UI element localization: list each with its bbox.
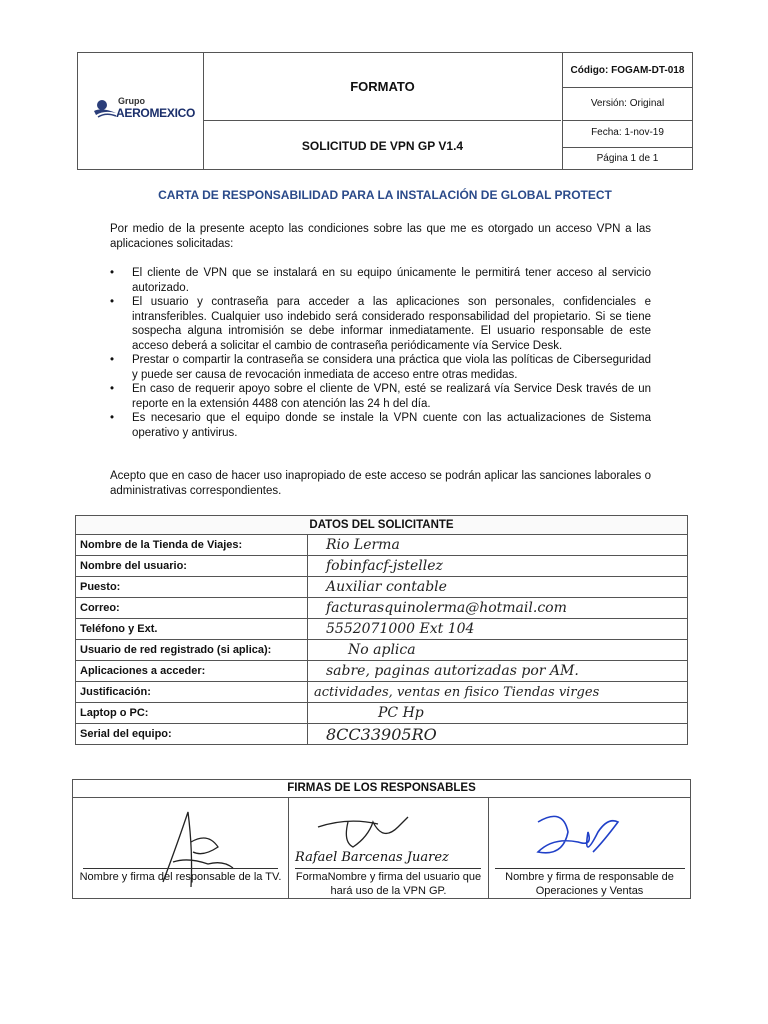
codigo-cell: Código: FOGAM-DT-018 [570,65,685,76]
field-label: Usuario de red registrado (si aplica): [76,640,308,661]
field-value: 5552071000 Ext 104 [308,619,688,640]
form-title: FORMATO [350,79,415,94]
intro-paragraph: Por medio de la presente acepto las condiciones sobre las que me es otorgado un acceso VPN a las aplicaciones solicitadas: [110,223,651,250]
field-value: actividades, ventas en fisico Tiendas virges [308,682,688,703]
list-item: • El usuario y contraseña para acceder a las aplicaciones son personales, confidenciales e intransferibles. Cualquier uso indebido será considerado responsabilidad del propietario. Si se tiene sospecha alguna intromisión se debe informar inmediatamente. El usuario responsable de este acceso deberá a solicitar el cambio de contraseña periódicamente vía Service Desk. [110,295,651,353]
form-subtitle: SOLICITUD DE VPN GP V1.4 [301,139,464,153]
field-label: Justificación: [76,682,308,703]
field-label: Teléfono y Ext. [76,619,308,640]
signature-operaciones [523,802,633,872]
table-row [76,577,688,598]
field-value: fobinfacf-jstellez [308,556,688,577]
field-value: 8CC33905RO [308,724,688,745]
applicant-data-table [75,515,688,745]
list-item: • En caso de requerir apoyo sobre el cliente de VPN, esté se realizará vía Service Desk través de un reporte en la extensión 4488 con atención las 24 h del día. [110,382,651,411]
table-row [76,640,688,661]
signature-caption-tv: Nombre y firma del responsable de la TV. [79,871,282,883]
field-value: PC Hp [308,703,688,724]
table-row [76,556,688,577]
field-label: Puesto: [76,577,308,598]
field-value: Rio Lerma [308,535,688,556]
document-title: CARTA DE RESPONSABILIDAD PARA LA INSTALACIÓN DE GLOBAL PROTECT [158,188,612,202]
fecha-cell: Fecha: 1-nov-19 [591,127,664,138]
closing-paragraph: Acepto que en caso de hacer uso inapropiado de este acceso se podrán aplicar las sanciones laborales o administrativas correspondientes. [110,470,651,497]
table-row [76,724,688,745]
list-item: • Es necesario que el equipo donde se instale la VPN cuente con las actualizaciones de Sistema operativo y antivirus. [110,411,651,440]
signature-caption-operaciones: Nombre y firma de responsable de Operaciones y Ventas [505,871,674,897]
field-label: Laptop o PC: [76,703,308,724]
field-value: No aplica [308,640,688,661]
signatures-table [72,779,691,899]
field-value: Auxiliar contable [308,577,688,598]
table-row [76,535,688,556]
logo-name-text: AEROMEXICO [116,106,196,120]
field-label: Serial del equipo: [76,724,308,745]
table-row [76,661,688,682]
table-row [76,682,688,703]
logo-grupo-text: Grupo [118,96,145,106]
signature-caption-usuario: FormaNombre y firma del usuario que hará uso de la VPN GP. [295,871,482,897]
document-header [77,52,693,170]
list-item: • Prestar o compartir la contraseña se considera una práctica que viola las políticas de Ciberseguridad y puede ser causa de revocación inmediata de acceso entre otras medidas. [110,353,651,382]
table-row [76,598,688,619]
applicant-table-header: DATOS DEL SOLICITANTE [76,516,688,535]
table-row [76,619,688,640]
conditions-list [110,266,651,440]
field-label: Nombre de la Tienda de Viajes: [76,535,308,556]
field-label: Aplicaciones a acceder: [76,661,308,682]
signer-name-usuario: Rafael Barcenas Juarez [295,850,449,865]
pagina-cell: Página 1 de 1 [596,153,659,164]
field-value: sabre, paginas autorizadas por AM. [308,661,688,682]
signature-usuario [308,802,428,857]
version-cell: Versión: Original [590,98,665,109]
table-row [76,703,688,724]
signatures-header: FIRMAS DE LOS RESPONSABLES [73,780,690,798]
list-item: • El cliente de VPN que se instalará en su equipo únicamente le permitirá tener acceso al servicio autorizado. [110,266,651,295]
field-label: Nombre del usuario: [76,556,308,577]
aeromexico-logo-icon [92,97,118,119]
field-value: facturasquinolerma@hotmail.com [308,598,688,619]
field-label: Correo: [76,598,308,619]
